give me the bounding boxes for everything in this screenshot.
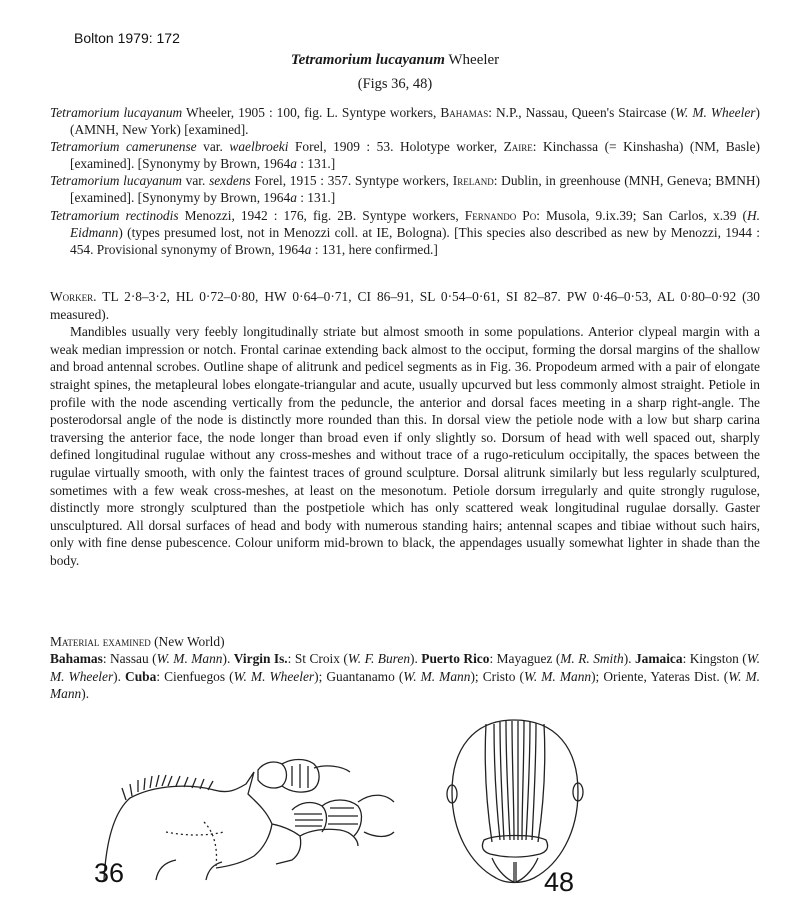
material-record: Jamaica: Kingston (W. M. Wheeler).	[50, 651, 761, 684]
species-author: Wheeler	[448, 52, 500, 68]
figure-48-label: 48	[544, 867, 575, 897]
species-title	[0, 52, 790, 69]
material-heading: Material examined (New World)	[50, 634, 225, 649]
material-record: Guantanamo (W. M. Mann);	[326, 668, 483, 684]
material-record: Puerto Rico: Mayaguez (M. R. Smith).	[421, 651, 635, 667]
figure-36-label: 36	[94, 858, 125, 888]
figure-48-head-drawing	[440, 712, 590, 890]
figure-reference: (Figs 36, 48)	[357, 76, 433, 92]
material-records	[50, 650, 760, 702]
species-name: Tetramorium lucayanum	[290, 52, 445, 68]
material-record: Cristo (W. M. Mann);	[482, 668, 604, 684]
page-citation: Bolton 1979: 172	[74, 30, 180, 46]
material-record: Oriente, Yateras Dist. (W. M. Mann).	[50, 668, 761, 702]
synonym-entry: Tetramorium lucayanum Wheeler, 1905 : 100, fig. L. Syntype workers, Bahamas: N.P., Nassau, Queen's Staircase (W. M. Wheeler) (AMNH, New York) [examined].	[50, 105, 760, 138]
synonym-entry: Tetramorium camerunense var. waelbroeki Forel, 1909 : 53. Holotype worker, Zaire: Kinchassa (= Kinshasha) (NM, Basle) [examined]. [Synonymy by Brown, 1964a : 131.]	[50, 139, 761, 172]
worker-measurements: Worker. TL 2·8–3·2, HL 0·72–0·80, HW 0·64–0·71, CI 86–91, SL 0·54–0·61, SI 82–87. PW 0·46–0·53, AL 0·80–0·92 (30 measured).	[50, 289, 760, 322]
synonymy-list	[50, 104, 760, 258]
figures-area	[0, 712, 790, 906]
material-record: Virgin Is.: St Croix (W. F. Buren).	[233, 651, 422, 667]
synonym-entry: Tetramorium lucayanum var. sexdens Forel, 1915 : 357. Syntype workers, Ireland: Dublin, in greenhouse (MNH, Geneva; BMNH) [examined]. [Synonymy by Brown, 1964a : 131.]	[50, 173, 760, 206]
figure-36-alitrunk-drawing	[96, 732, 396, 882]
worker-description-body: Mandibles usually very feebly longitudinally striate but almost smooth in some populations. Anterior clypeal margin with a weak median impression or notch. Frontal carinae extending back almost to the occiput, forming the dorsal margins of the shallow and broad antennal scrobes. Outline shape of alitrunk and pedicel segments as in Fig. 36. Propodeum armed with a pair of elongate straight spines, the metapleural lobes elongate-triangular and acute, usually upcurved but less commonly almost straight. Petiole in profile with the node ascending vertically from the peduncle, the anterior and dorsal faces meeting in a sharp right-angle. The posterodorsal angle of the node is distinctly more rounded than this. In dorsal view the petiole node with a low but sharp carina traversing the anterior face, the node longer than broad even if only slightly so. Dorsum of head with well spaced out, sharply defined longitudinal rugulae without any cross-meshes and without trace of a rugo-reticulum occipitally, the spaces between the rugulae virtually smooth, with only the faintest traces of ground sculpture. Dorsal alitrunk similarly but less regularly sculptured, sometimes with a few weak cross-meshes, at least on the mesonotum. Petiole dorsum irregularly and quite strongly rugulose, distinctly more strongly sculptured than the postpetiole which has only scattered weak longitudinal rugulae dorsally. Gaster unsculptured. All dorsal surfaces of head and body with numerous standing hairs; antennal scapes and tibiae without such hairs, only with fine dense pubescence. Colour uniform mid-brown to black, the appendages usually somewhat lighter in shade than the body.	[50, 324, 760, 568]
synonym-entry: Tetramorium rectinodis Menozzi, 1942 : 176, fig. 2B. Syntype workers, Fernando Po: Musola, 9.ix.39; San Carlos, x.39 (H. Eidmann) (types presumed lost, not in Menozzi coll. at IE, Bologna). [This species also described as new by Menozzi, 1944 : 454. Provisional synonymy of Brown, 1964a : 131, here confirmed.]	[50, 207, 760, 257]
material-examined	[50, 633, 760, 703]
worker-description	[50, 288, 760, 570]
material-record: Cuba: Cienfuegos (W. M. Wheeler);	[125, 668, 327, 684]
material-record: Bahamas: Nassau (W. M. Mann).	[50, 651, 234, 667]
